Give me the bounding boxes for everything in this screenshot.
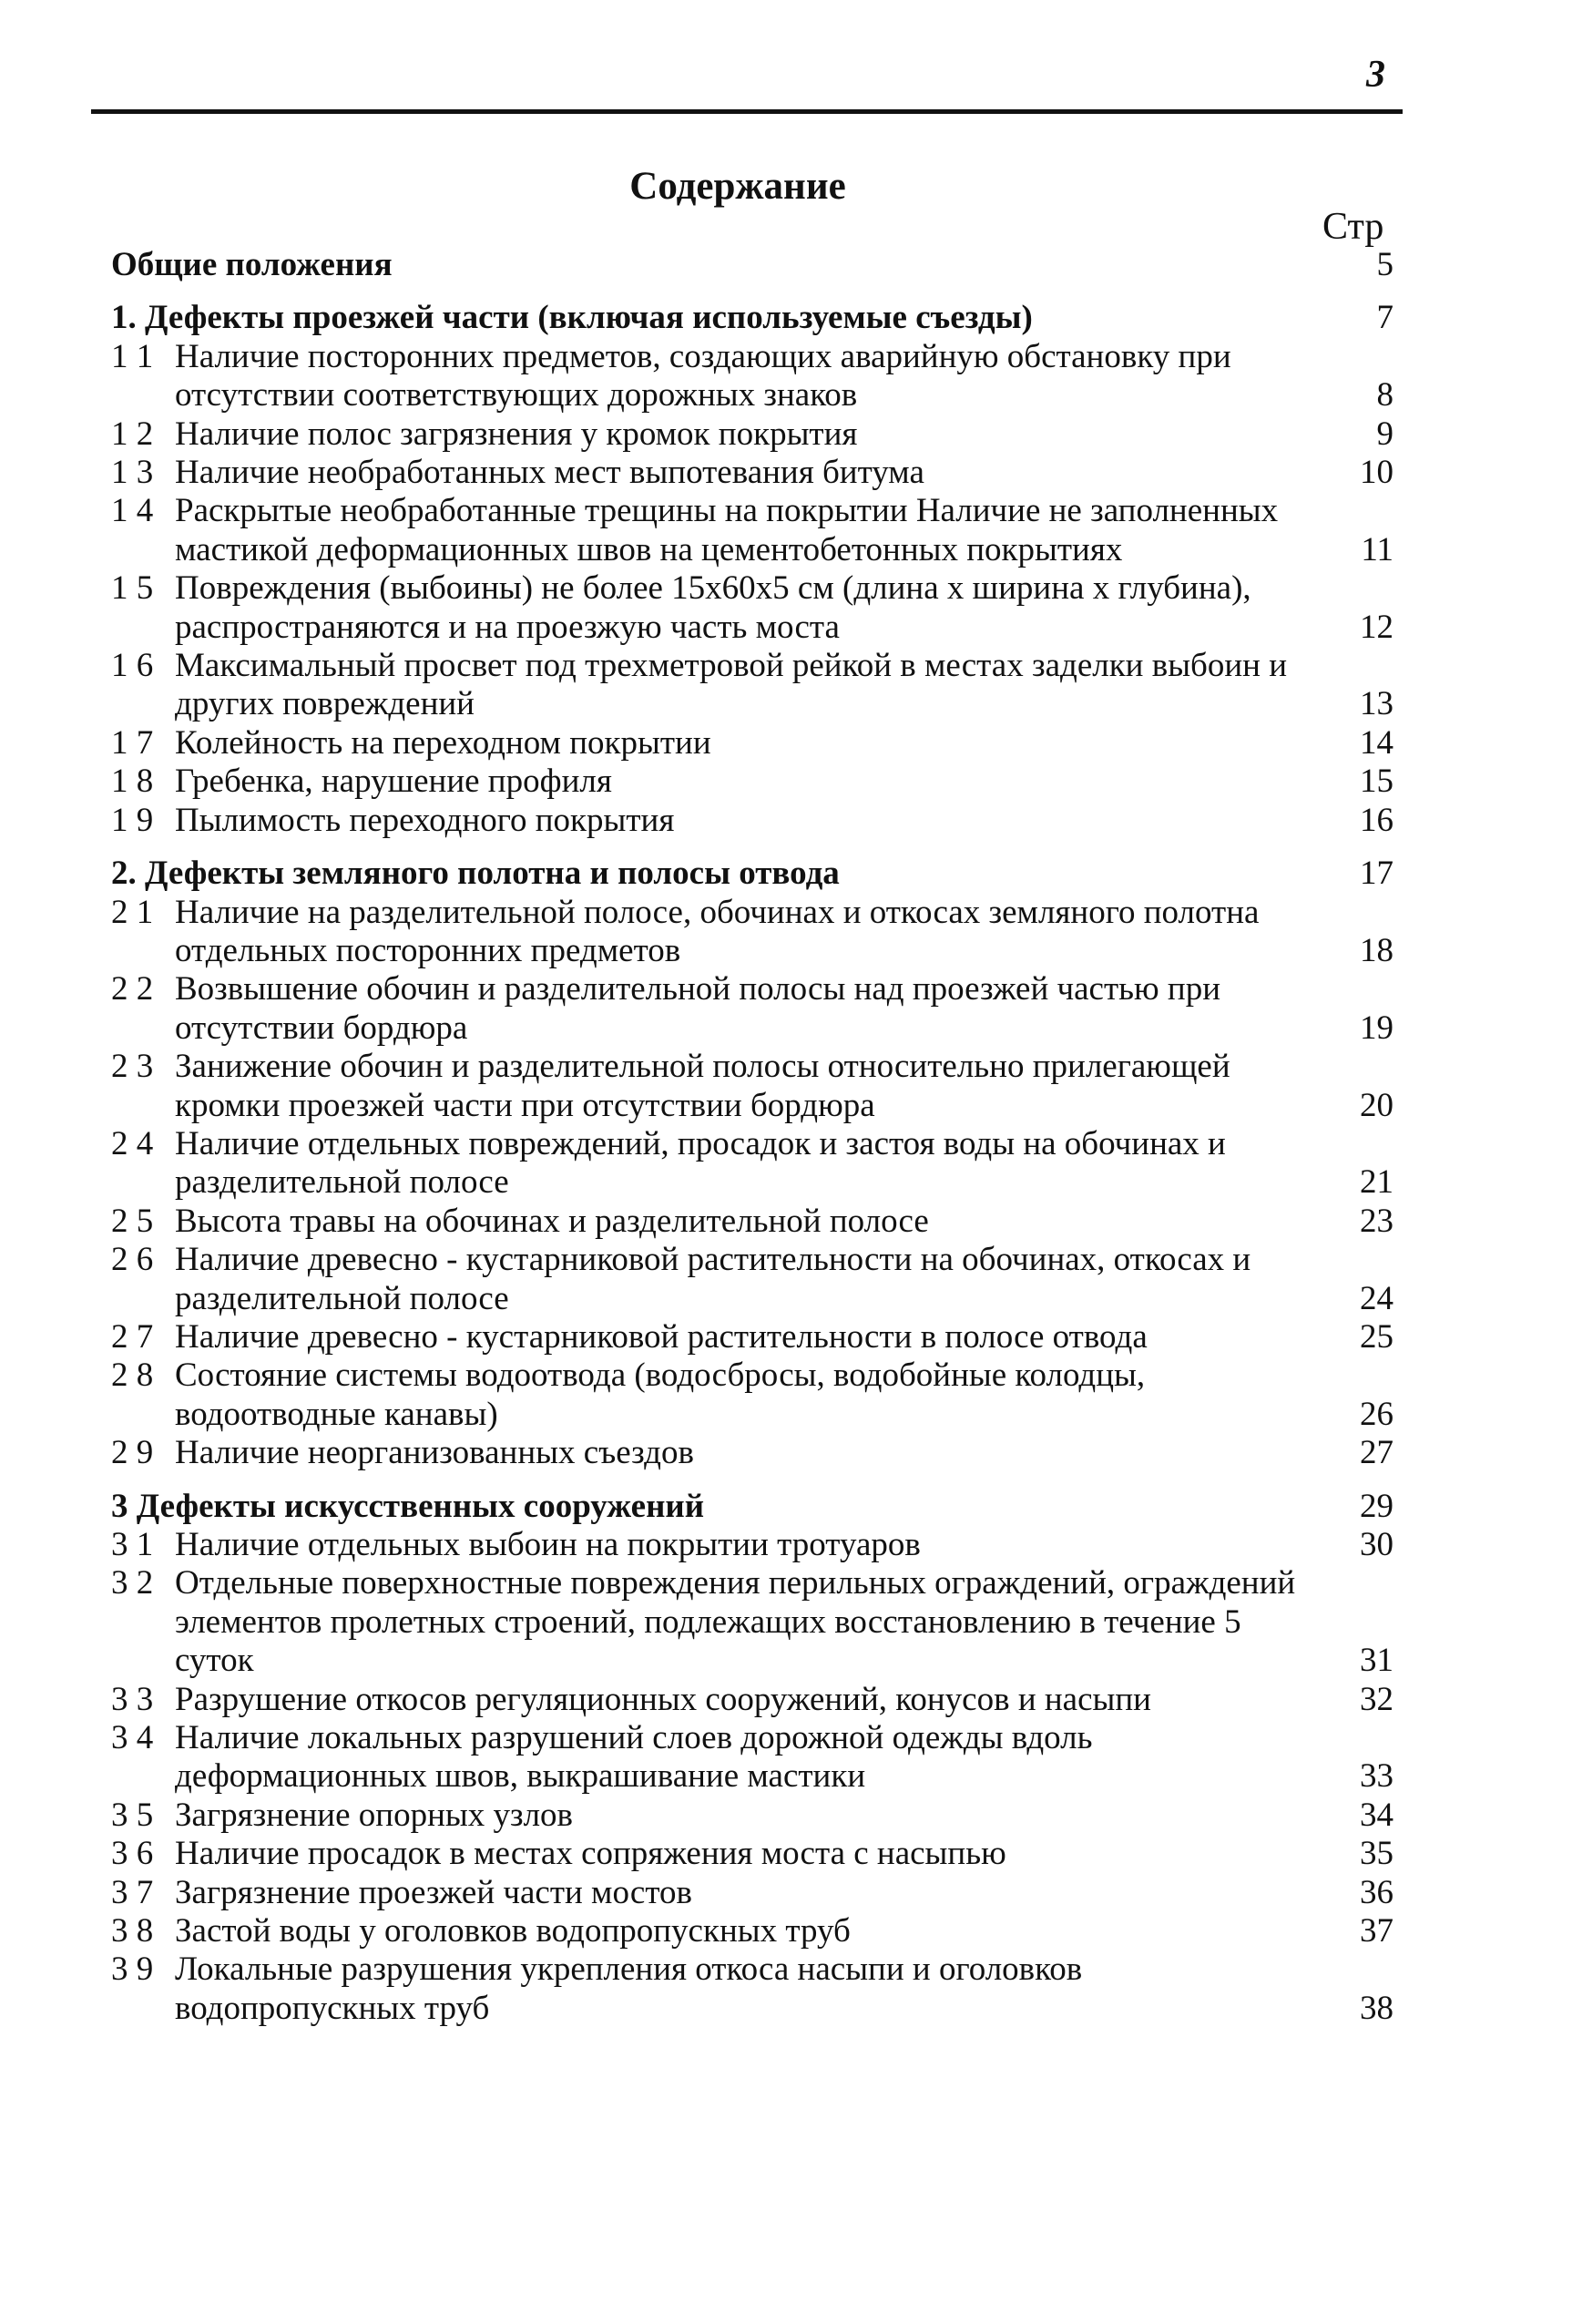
toc-entry-text: Колейность на переходном покрытии bbox=[175, 723, 711, 762]
toc-entry-number: 1 2 bbox=[111, 415, 154, 453]
toc-entry-number: 2 6 bbox=[111, 1241, 154, 1279]
toc-entry bbox=[111, 1681, 1404, 1719]
toc-entry-text: Наличие на разделительной полосе, обочинах и откосах земляного полотна отдельных посторонних предметов bbox=[175, 893, 1260, 969]
toc-entry bbox=[111, 763, 1404, 801]
toc-page-number: 16 bbox=[1360, 801, 1393, 839]
toc-section-number: 1. bbox=[111, 299, 137, 337]
toc-entry-number: 3 2 bbox=[111, 1564, 154, 1602]
page-column-label: Стр bbox=[1322, 206, 1384, 248]
toc-entry bbox=[111, 1318, 1404, 1357]
toc-entry-number: 3 4 bbox=[111, 1719, 154, 1757]
toc-page-number: 23 bbox=[1360, 1202, 1393, 1240]
toc-page-number: 11 bbox=[1361, 530, 1393, 568]
page-number: 3 bbox=[1366, 54, 1385, 96]
toc-entry-text: Наличие необработанных мест выпотевания битума bbox=[175, 454, 924, 492]
toc-entry-text: Повреждения (выбоины) не более 15х60х5 см (длина х ширина х глубина), распространяются и на проезжую часть моста bbox=[175, 569, 1251, 646]
toc-entry bbox=[111, 1357, 1404, 1434]
toc-page-number: 27 bbox=[1360, 1434, 1393, 1472]
toc-entry-text: Наличие отдельных повреждений, просадок и застоя воды на обочинах и разделительной полосе bbox=[175, 1124, 1226, 1202]
toc-page-number: 29 bbox=[1360, 1487, 1393, 1525]
toc-entry-text: Дефекты земляного полотна и полосы отвода bbox=[145, 855, 840, 893]
toc-entry-text: Занижение обочин и разделительной полосы относительно прилегающей кромки проезжей части при отсутствии бордюра bbox=[175, 1048, 1230, 1124]
toc-entry bbox=[111, 1797, 1404, 1835]
toc-page-number: 7 bbox=[1376, 299, 1393, 337]
toc-entry bbox=[111, 1912, 1404, 1950]
toc-page-number: 9 bbox=[1376, 415, 1393, 453]
header-rule bbox=[91, 109, 1403, 114]
toc-entry bbox=[111, 1125, 1404, 1203]
toc-entry bbox=[111, 569, 1404, 647]
toc-entry-number: 2 4 bbox=[111, 1124, 154, 1162]
toc-entry-number: 1 5 bbox=[111, 569, 154, 608]
toc-entry-number: 1 6 bbox=[111, 647, 154, 685]
toc-entry bbox=[111, 415, 1404, 454]
toc-entry-text: Локальные разрушения укрепления откоса насыпи и оголовков водопропускных труб bbox=[175, 1950, 1083, 2027]
toc-entry-text: Наличие локальных разрушений слоев дорожной одежды вдоль деформационных швов, выкрашивание мастики bbox=[175, 1719, 1093, 1796]
toc-entry bbox=[111, 1719, 1404, 1797]
toc-entry-text: Наличие посторонних предметов, создающих аварийную обстановку при отсутствии соответствующих дорожных знаков bbox=[175, 337, 1231, 415]
toc-entry-text: Наличие древесно - кустарниковой растительности на обочинах, откосах и разделительной полосе bbox=[175, 1241, 1251, 1317]
toc-page-number: 14 bbox=[1360, 723, 1393, 762]
toc-page-number: 10 bbox=[1360, 454, 1393, 492]
toc-page-number: 32 bbox=[1360, 1680, 1393, 1718]
toc-page-number: 37 bbox=[1360, 1912, 1393, 1950]
toc-entry-text: Общие положения bbox=[111, 246, 393, 283]
toc-entry-text: Застой воды у оголовков водопропускных труб bbox=[175, 1912, 851, 1950]
toc-entry-number: 2 7 bbox=[111, 1317, 154, 1356]
toc-entry-number: 1 7 bbox=[111, 723, 154, 762]
toc-entry bbox=[111, 1564, 1404, 1680]
toc-entry bbox=[111, 724, 1404, 763]
toc-entry bbox=[111, 454, 1404, 492]
toc-entry-number: 2 9 bbox=[111, 1434, 154, 1472]
toc-page-number: 26 bbox=[1360, 1395, 1393, 1433]
toc-entry bbox=[111, 1950, 1404, 2028]
toc-entry-number: 3 8 bbox=[111, 1912, 154, 1950]
toc-page-number: 34 bbox=[1360, 1796, 1393, 1834]
toc-page-number: 31 bbox=[1360, 1642, 1393, 1680]
toc-entry-number: 1 9 bbox=[111, 801, 154, 839]
toc-page-number: 24 bbox=[1360, 1279, 1393, 1317]
toc-entry-text: Наличие просадок в местах сопряжения моста с насыпью bbox=[175, 1835, 1006, 1873]
toc-entry-text: Загрязнение опорных узлов bbox=[175, 1796, 574, 1834]
toc-entry-number: 3 7 bbox=[111, 1873, 154, 1911]
toc-entry-text: Разрушение откосов регуляционных сооружений, конусов и насыпи bbox=[175, 1680, 1151, 1718]
toc-entry bbox=[111, 1241, 1404, 1318]
toc-entry-text: Наличие неорганизованных съездов bbox=[175, 1434, 694, 1472]
toc-entry bbox=[111, 1835, 1404, 1873]
toc-entry-text: Загрязнение проезжей части мостов bbox=[175, 1873, 692, 1911]
toc-entry-number: 1 8 bbox=[111, 763, 154, 801]
toc-entry-number: 1 4 bbox=[111, 492, 154, 530]
toc-entry-number: 2 2 bbox=[111, 970, 154, 1008]
toc-page-number: 17 bbox=[1360, 855, 1393, 893]
toc-section-number: 3 bbox=[111, 1487, 128, 1525]
toc-entry-number: 2 5 bbox=[111, 1202, 154, 1240]
page-title: Содержание bbox=[629, 165, 846, 208]
toc-entry-number: 2 1 bbox=[111, 893, 154, 931]
toc-section-heading bbox=[111, 246, 1404, 284]
toc-section-heading bbox=[111, 299, 1404, 337]
toc-entry bbox=[111, 647, 1404, 724]
toc-entry bbox=[111, 1048, 1404, 1125]
toc-entry-text: Состояние системы водоотвода (водосбросы, водобойные колодцы, водоотводные канавы) bbox=[175, 1357, 1146, 1433]
table-of-contents bbox=[111, 246, 1404, 2028]
toc-entry-text: Пылимость переходного покрытия bbox=[175, 801, 675, 839]
toc-entry bbox=[111, 338, 1404, 415]
toc-entry-text: Наличие отдельных выбоин на покрытии тротуаров bbox=[175, 1526, 921, 1563]
toc-page-number: 38 bbox=[1360, 1989, 1393, 2027]
toc-entry-text: Дефекты проезжей части (включая используемые съезды) bbox=[145, 299, 1033, 337]
toc-entry bbox=[111, 1874, 1404, 1912]
toc-entry bbox=[111, 1526, 1404, 1564]
toc-entry-text: Высота травы на обочинах и разделительной полосе bbox=[175, 1202, 929, 1240]
toc-page-number: 5 bbox=[1376, 246, 1393, 283]
toc-entry-text: Возвышение обочин и разделительной полосы над проезжей частью при отсутствии бордюра bbox=[175, 970, 1220, 1047]
toc-page-number: 33 bbox=[1360, 1757, 1393, 1796]
toc-entry-number: 3 9 bbox=[111, 1950, 154, 1989]
toc-entry bbox=[111, 970, 1404, 1048]
toc-page-number: 19 bbox=[1360, 1008, 1393, 1047]
toc-entry-number: 2 3 bbox=[111, 1048, 154, 1086]
toc-entry bbox=[111, 492, 1404, 569]
toc-entry-number: 3 1 bbox=[111, 1526, 154, 1563]
toc-page-number: 8 bbox=[1376, 376, 1393, 415]
toc-entry-text: Наличие полос загрязнения у кромок покрытия bbox=[175, 415, 858, 453]
toc-section-heading bbox=[111, 855, 1404, 893]
toc-entry-text: Максимальный просвет под трехметровой рейкой в местах заделки выбоин и других повреждений bbox=[175, 647, 1288, 723]
toc-entry-number: 3 3 bbox=[111, 1680, 154, 1718]
toc-page-number: 20 bbox=[1360, 1086, 1393, 1124]
toc-page-number: 12 bbox=[1360, 608, 1393, 646]
toc-entry bbox=[111, 802, 1404, 840]
toc-entry-text: Раскрытые необработанные трещины на покрытии Наличие не заполненных мастикой деформационных швов на цементобетонных покрытиях bbox=[175, 492, 1279, 568]
toc-entry-number: 1 3 bbox=[111, 454, 154, 492]
toc-entry-text: Дефекты искусственных сооружений bbox=[136, 1487, 705, 1525]
toc-page-number: 35 bbox=[1360, 1835, 1393, 1873]
toc-entry bbox=[111, 1203, 1404, 1241]
toc-entry-number: 3 6 bbox=[111, 1835, 154, 1873]
toc-page-number: 13 bbox=[1360, 685, 1393, 723]
toc-entry bbox=[111, 1434, 1404, 1472]
toc-page-number: 15 bbox=[1360, 763, 1393, 801]
toc-entry-number: 2 8 bbox=[111, 1357, 154, 1395]
toc-page-number: 30 bbox=[1360, 1526, 1393, 1563]
toc-page-number: 25 bbox=[1360, 1317, 1393, 1356]
toc-page-number: 21 bbox=[1360, 1163, 1393, 1202]
toc-section-number: 2. bbox=[111, 855, 137, 893]
toc-page-number: 36 bbox=[1360, 1873, 1393, 1911]
toc-entry-text: Гребенка, нарушение профиля bbox=[175, 763, 612, 801]
toc-entry-text: Отдельные поверхностные повреждения перильных ограждений, ограждений элементов пролетных строений, подлежащих восстановлению в течение 5 суток bbox=[175, 1564, 1296, 1680]
toc-section-heading bbox=[111, 1488, 1404, 1526]
toc-entry-number: 3 5 bbox=[111, 1796, 154, 1834]
toc-entry bbox=[111, 894, 1404, 971]
toc-entry-text: Наличие древесно - кустарниковой растительности в полосе отвода bbox=[175, 1317, 1148, 1356]
toc-page-number: 18 bbox=[1360, 931, 1393, 969]
toc-entry-number: 1 1 bbox=[111, 337, 154, 375]
